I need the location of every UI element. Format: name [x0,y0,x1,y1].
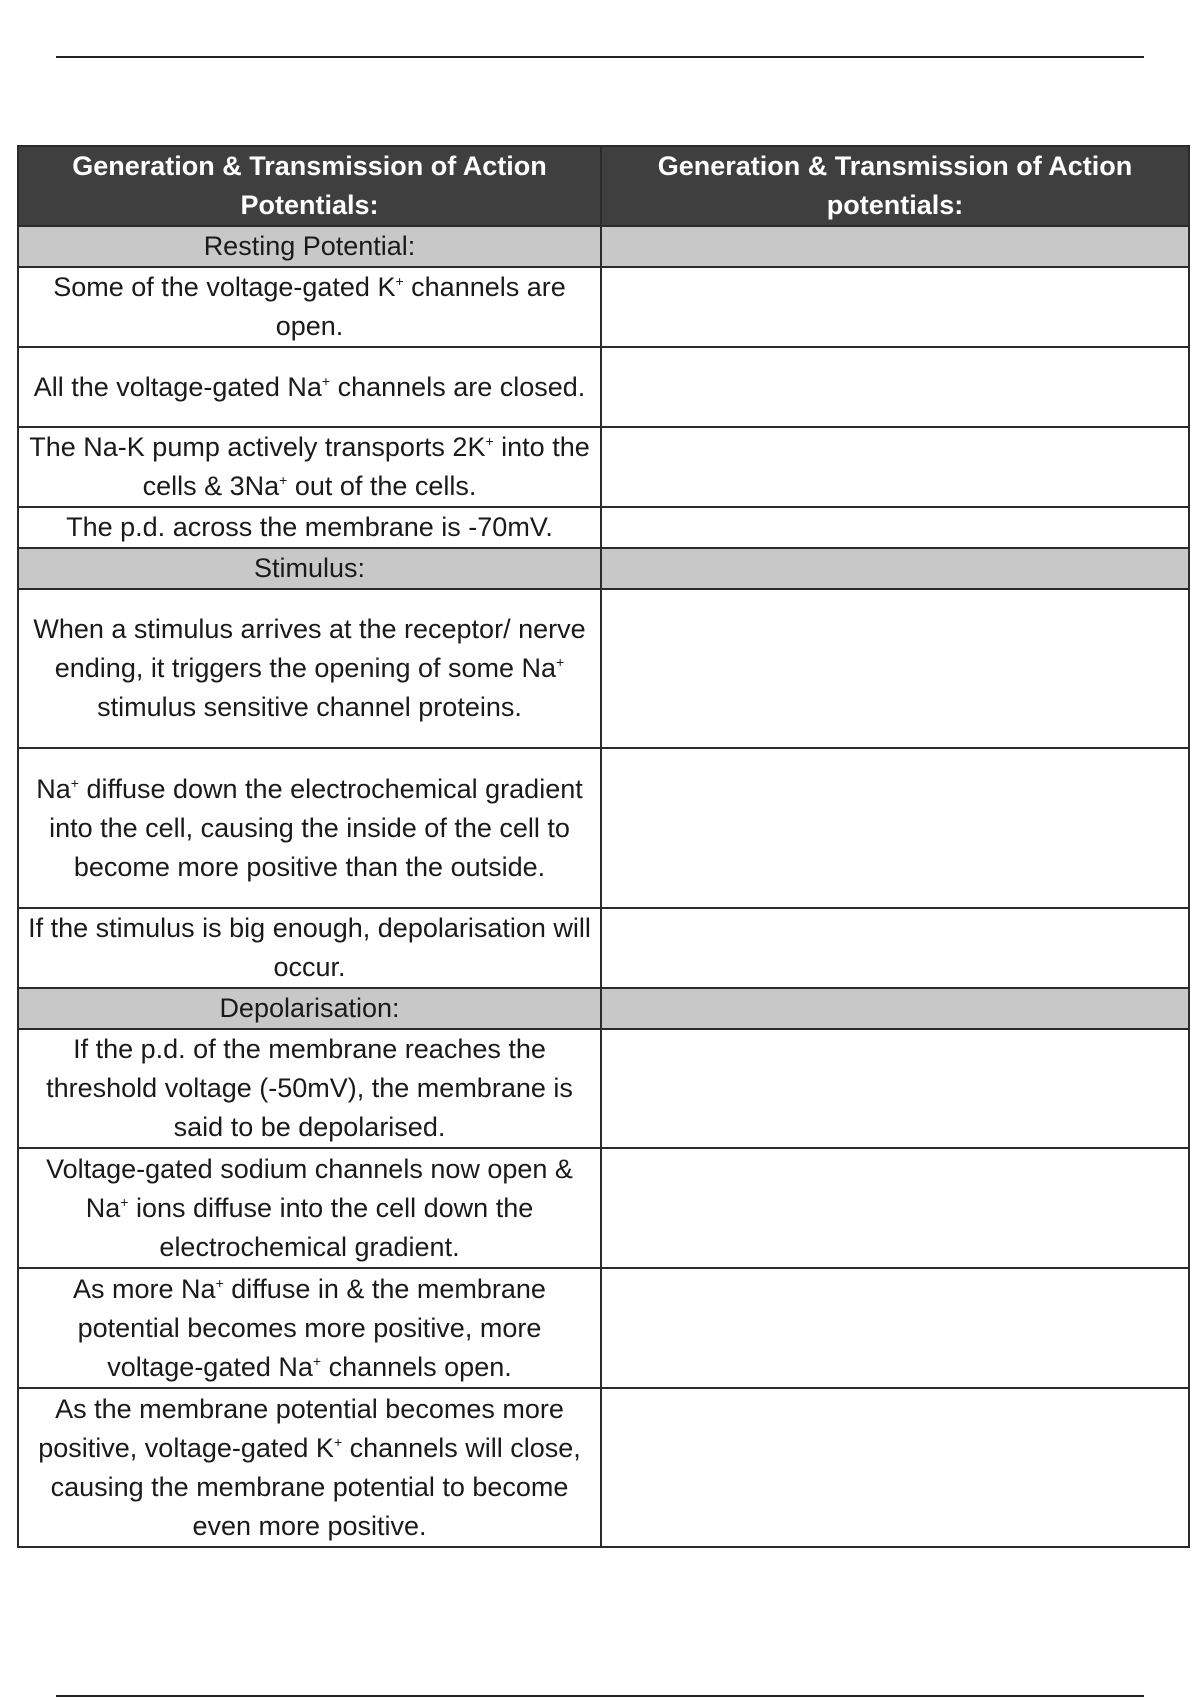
table-row [18,267,1189,347]
statement-cell: Voltage-gated sodium channels now open & Na+ ions diffuse into the cell down the electrochemical gradient. [18,1148,601,1268]
table-row [18,507,1189,548]
statement-cell: The p.d. across the membrane is -70mV. [18,507,601,548]
answer-cell[interactable] [601,347,1189,427]
statement-cell: Na+ diffuse down the electrochemical gradient into the cell, causing the inside of the cell to become more positive than the outside. [18,748,601,908]
table-row [18,589,1189,748]
answer-cell[interactable] [601,1268,1189,1388]
section-row-depolarisation [18,988,1189,1029]
table-row [18,908,1189,988]
answer-cell[interactable] [601,1029,1189,1148]
statement-cell: As the membrane potential becomes more positive, voltage-gated K+ channels will close, causing the membrane potential to become even more positive. [18,1388,601,1547]
section-title: Resting Potential: [18,226,601,267]
section-title: Stimulus: [18,548,601,589]
answer-cell[interactable] [601,1388,1189,1547]
table-row [18,1388,1189,1547]
header-cell-left: Generation & Transmission of Action Potentials: [18,146,601,226]
table-row [18,1148,1189,1268]
statement-cell: As more Na+ diffuse in & the membrane potential becomes more positive, more voltage-gated Na+ channels open. [18,1268,601,1388]
table-row [18,1029,1189,1148]
table-row [18,347,1189,427]
action-potential-table [17,145,1190,1548]
section-row-resting [18,226,1189,267]
statement-cell: All the voltage-gated Na+ channels are closed. [18,347,601,427]
table-row [18,1268,1189,1388]
header-row [18,146,1189,226]
answer-cell[interactable] [601,748,1189,908]
top-rule [56,56,1144,58]
statement-cell: Some of the voltage-gated K+ channels are open. [18,267,601,347]
answer-cell[interactable] [601,908,1189,988]
table-row [18,427,1189,507]
section-row-stimulus [18,548,1189,589]
answer-cell[interactable] [601,988,1189,1029]
answer-cell[interactable] [601,507,1189,548]
bottom-rule [56,1695,1144,1697]
header-cell-right: Generation & Transmission of Action potentials: [601,146,1189,226]
answer-cell[interactable] [601,548,1189,589]
answer-cell[interactable] [601,427,1189,507]
answer-cell[interactable] [601,1148,1189,1268]
table-row [18,748,1189,908]
statement-cell: The Na-K pump actively transports 2K+ into the cells & 3Na+ out of the cells. [18,427,601,507]
answer-cell[interactable] [601,267,1189,347]
statement-cell: When a stimulus arrives at the receptor/ nerve ending, it triggers the opening of some Na+ stimulus sensitive channel proteins. [18,589,601,748]
section-title: Depolarisation: [18,988,601,1029]
answer-cell[interactable] [601,226,1189,267]
answer-cell[interactable] [601,589,1189,748]
statement-cell: If the stimulus is big enough, depolarisation will occur. [18,908,601,988]
statement-cell: If the p.d. of the membrane reaches the threshold voltage (-50mV), the membrane is said to be depolarised. [18,1029,601,1148]
